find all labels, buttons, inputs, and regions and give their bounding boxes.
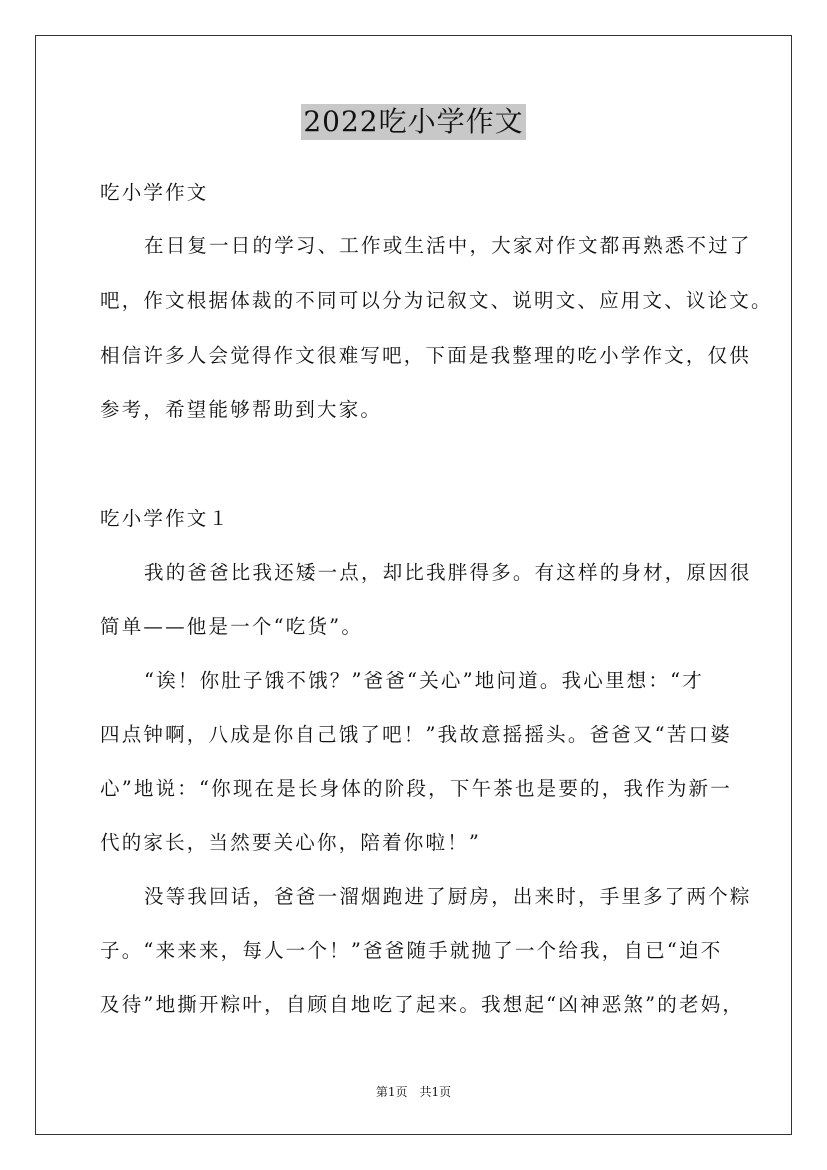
intro-line: 相信许多人会觉得作文很难写吧，下面是我整理的吃小学作文，仅供 [100,344,752,367]
body-line: 代的家长，当然要关心你，陪着你啦！” [100,831,482,854]
body-line: 四点钟啊，八成是你自己饿了吧！”我故意摇摇头。爸爸又“苦口婆 [100,723,732,746]
body-line: “诶！你肚子饿不饿？”爸爸“关心”地问道。我心里想：“才 [144,669,704,692]
page-footer: 第1页 共1页 [375,1085,452,1099]
intro-line: 吧，作文根据体裁的不同可以分为记叙文、说明文、应用文、议论文。 [100,289,773,312]
body-line: 心”地说：“你现在是长身体的阶段，下午茶也是要的，我作为新一 [100,777,732,800]
intro-line: 在日复一日的学习、工作或生活中，大家对作文都再熟悉不过了 [144,234,752,257]
body-line: 及待”地撕开粽叶，自顾自地吃了起来。我想起“凶神恶煞”的老妈， [100,993,745,1016]
intro-line: 参考，希望能够帮助到大家。 [100,398,383,421]
document-title: 2022吃小学作文 [303,105,524,138]
body-line: 我的爸爸比我还矮一点，却比我胖得多。有这样的身材，原因很 [144,561,752,584]
body-line: 子。“来来来，每人一个！”爸爸随手就抛了一个给我，自已“迫不 [100,939,723,962]
title-container [0,104,827,140]
section-heading: 吃小学作文１ [100,507,231,530]
body-line: 没等我回话，爸爸一溜烟跑进了厨房，出来时，手里多了两个粽 [144,885,752,908]
document-subtitle: 吃小学作文 [100,181,209,204]
body-line: 简单——他是一个“吃货”。 [100,615,364,638]
